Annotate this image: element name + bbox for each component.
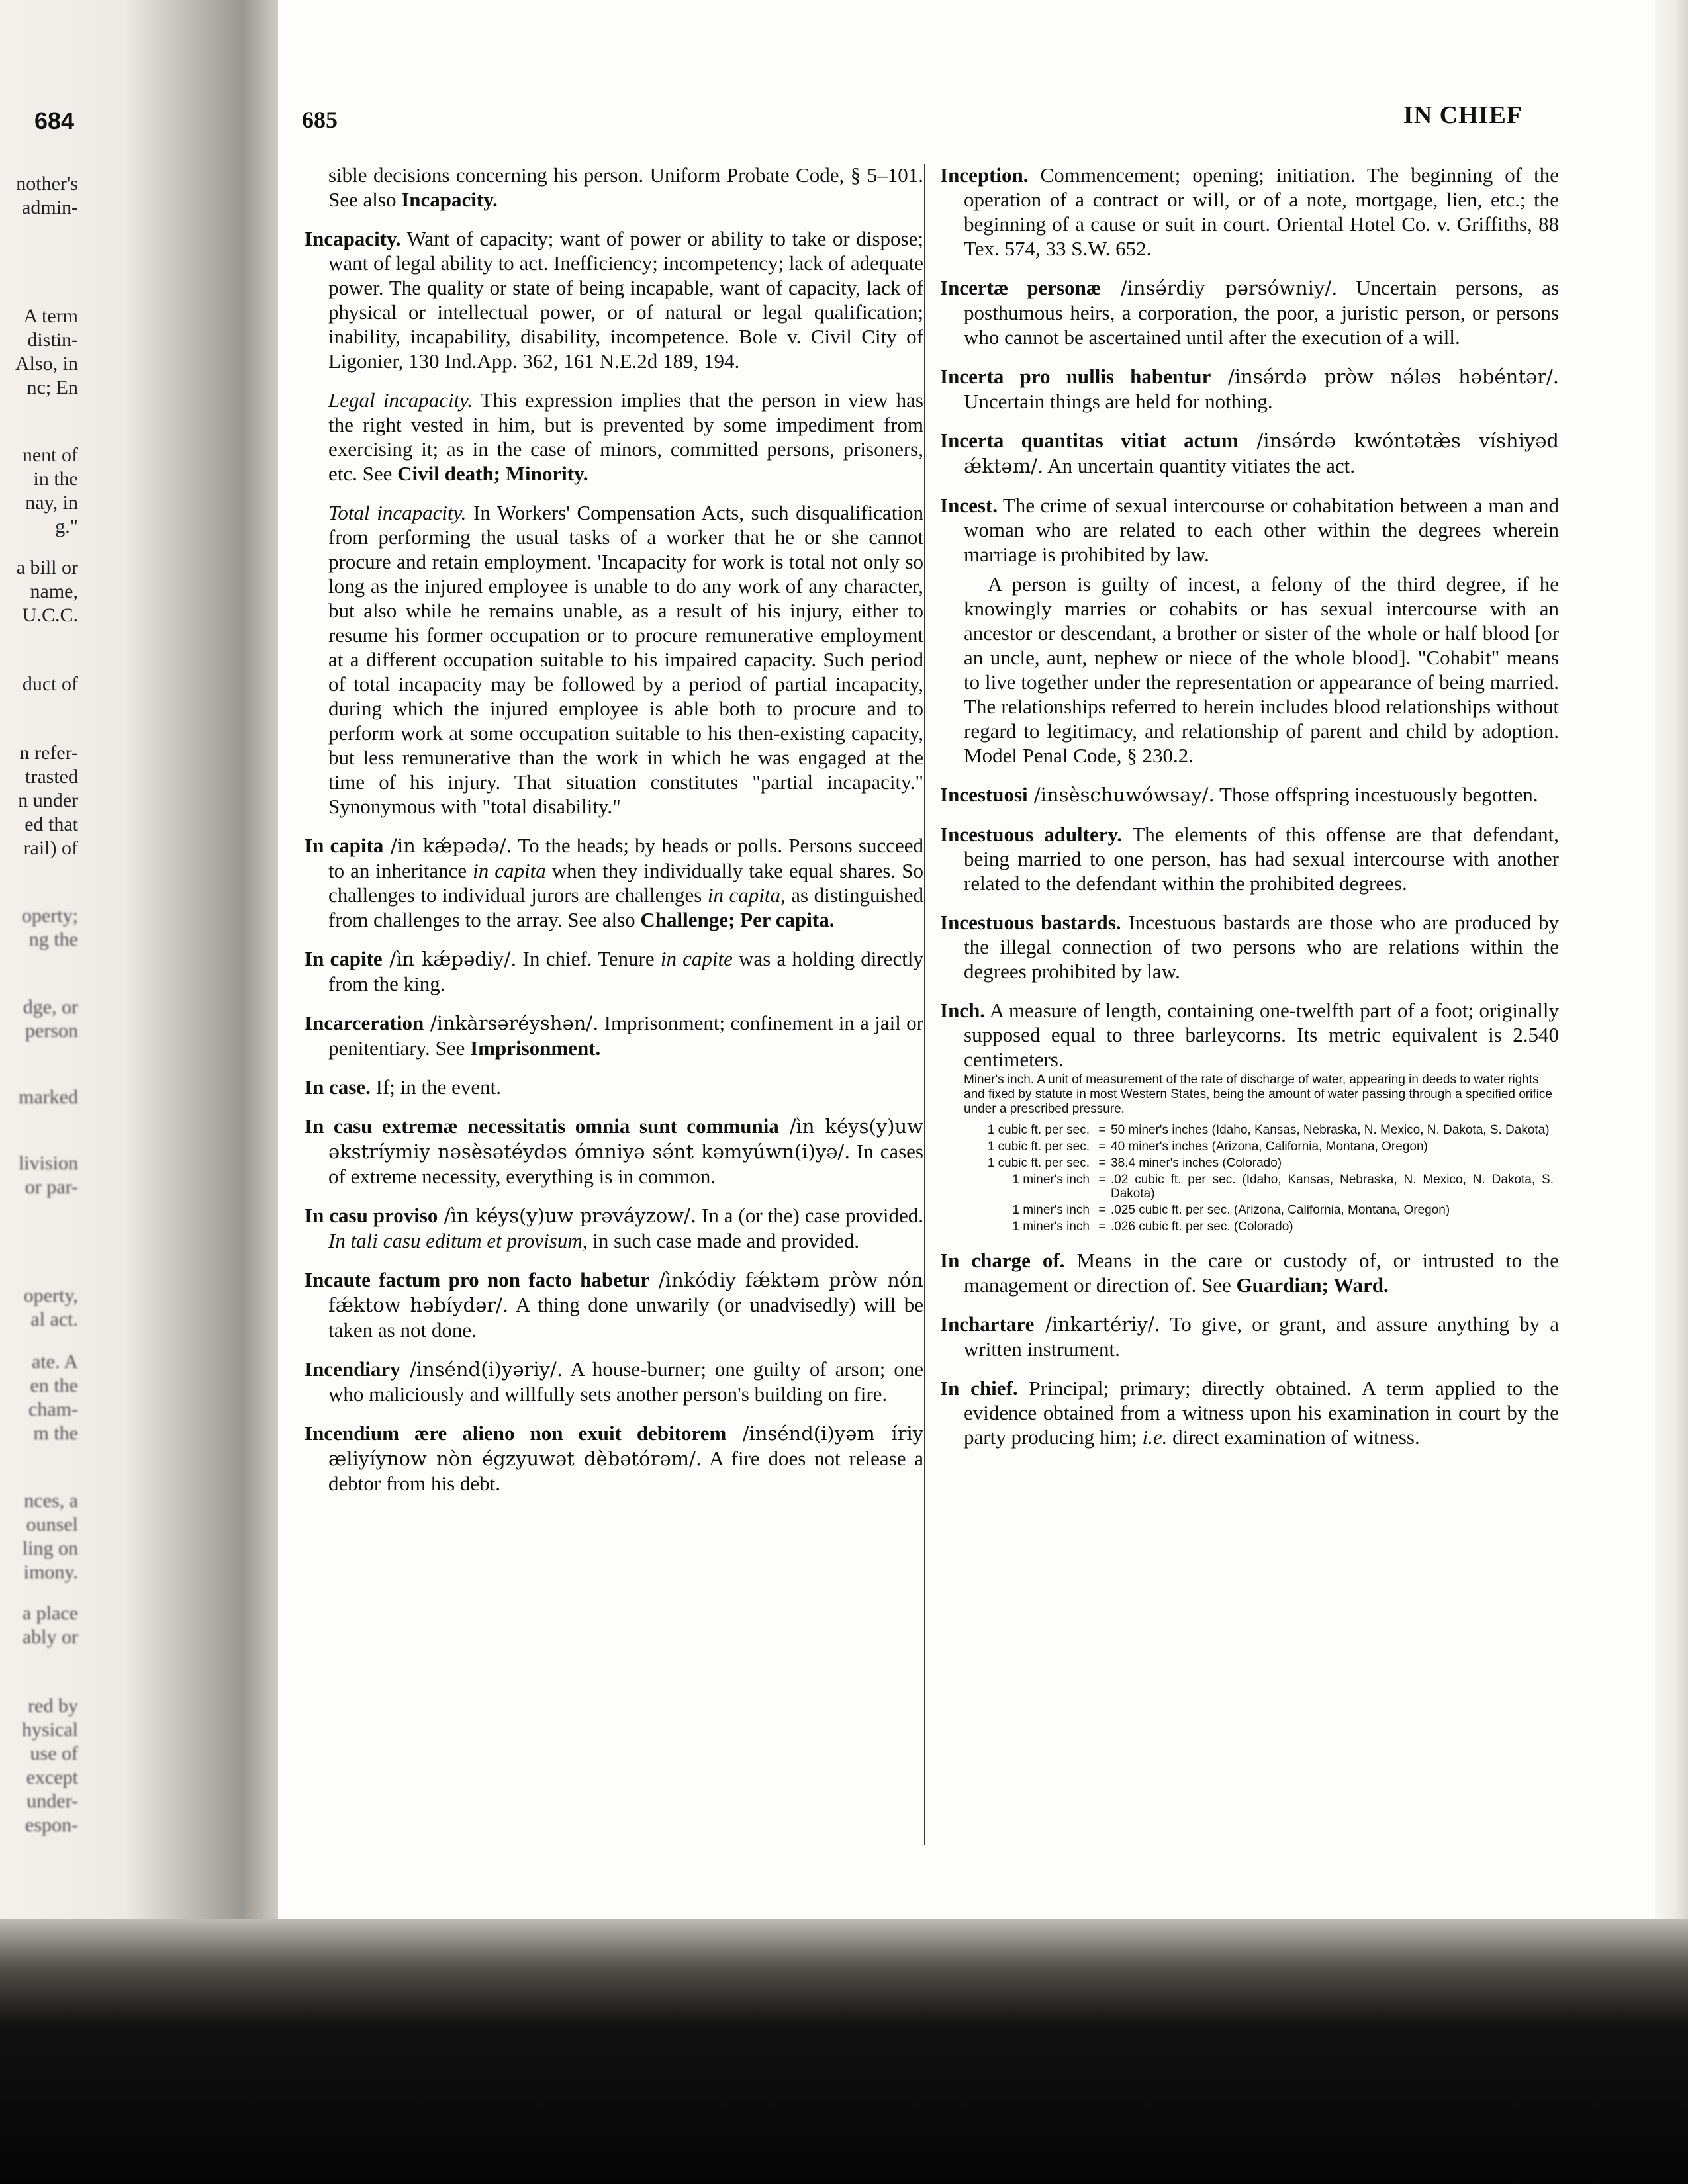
facing-page-fragment: nent of: [22, 444, 78, 466]
entry-incerta-pro-nullis: Incerta pro nullis habentur /insə́rdə pròw nə́ləs həbéntər/. Uncertain things are held for nothing.: [940, 365, 1559, 413]
entry-incapacity: Incapacity. Want of capacity; want of power or ability to take or dispose; want of legal ability to act. Inefficiency; incompetency; lack of adequate power. The quality or state of being incapable, want of capacity, lack of physical or intellectual power, or of natural or legal qualification; inability, incapability, disability, incompetence. Bole v. Civil City of Ligonier, 130 Ind.App. 362, 161 N.E.2d 189, 194.: [305, 227, 923, 373]
facing-page-fragment: ed that: [24, 813, 78, 835]
facing-page-fragment: A term: [23, 305, 78, 327]
measure-cell-right: 40 miner's inches (Arizona, California, Montana, Oregon): [1111, 1140, 1428, 1154]
entry-in-capite: In capite /ìn kǽpədiy/. In chief. Tenure in capite was a holding directly from the king.: [305, 947, 923, 995]
facing-page: [0, 0, 238, 1933]
running-head: IN CHIEF: [1403, 101, 1523, 129]
measure-cell-left: 1 cubic ft. per sec.: [987, 1156, 1090, 1170]
facing-page-fragment: operty;: [22, 905, 78, 927]
measure-cell-left: 1 cubic ft. per sec.: [987, 1123, 1090, 1137]
entry-continuation: sible decisions concerning his person. Uniform Probate Code, § 5–101. See also Incapacity.: [328, 163, 923, 211]
entry-incerta-quantitas: Incerta quantitas vitiat actum /insə́rdə kwóntətæ̀s víshiyəd ǽktəm/. An uncertain quantity vitiates the act.: [940, 429, 1559, 477]
left-column: [305, 163, 923, 1510]
measure-cell-right: .02 cubic ft. per sec. (Idaho, Kansas, Nebraska, N. Mexico, N. Dakota, S. Dakota): [1111, 1173, 1554, 1201]
facing-page-fragment: al act.: [30, 1308, 78, 1330]
facing-page-fragment: nc; En: [26, 377, 78, 398]
facing-page-fragment: m the: [33, 1422, 78, 1444]
facing-page-fragment: except: [26, 1766, 78, 1788]
facing-page-fragment: en the: [30, 1375, 78, 1396]
measure-row: [964, 1156, 1556, 1173]
facing-page-fragment: cham-: [28, 1398, 78, 1420]
facing-page-fragment: a place: [22, 1602, 78, 1624]
entry-incaute-factum: Incaute factum pro non facto habetur /ìnkódiy fǽktəm pròw nón fǽktow həbíydər/. A thing done unwarily (or unadvisedly) will be taken as not done.: [305, 1268, 923, 1342]
facing-page-number: 684: [34, 107, 75, 134]
facing-page-fragment: n refer-: [19, 742, 78, 764]
measure-cell-eq: =: [1098, 1156, 1106, 1170]
facing-page-fragment: admin-: [22, 197, 78, 218]
measure-cell-eq: =: [1098, 1140, 1106, 1154]
measure-row: [964, 1173, 1556, 1203]
entry-in-case: In case. If; in the event.: [305, 1075, 502, 1099]
measure-cell-eq: =: [1098, 1173, 1106, 1187]
entry-in-chief: In chief. Principal; primary; directly obtained. A term applied to the evidence obtained from a witness upon his examination in court by the party producing him; i.e. direct examination of witness.: [940, 1377, 1559, 1449]
entry-in-capita: In capita /in kǽpədə/. To the heads; by heads or polls. Persons succeed to an inheritance in capita when they individually take equal shares. So challenges to individual jurors are challenges in capita, as distinguished from challenges to the array. See also Challenge; Per capita.: [305, 834, 924, 931]
facing-page-fragment: marked: [19, 1086, 78, 1108]
facing-page-fragment: g.": [55, 516, 78, 537]
measure-row: [964, 1220, 1556, 1236]
entry-incest: Incest. The crime of sexual intercourse or cohabitation between a man and woman who are related to each other within the degrees wherein marriage is prohibited by law.: [940, 494, 1559, 566]
entry-incestuous-bastards: Incestuous bastards. Incestuous bastards are those who are produced by the illegal connection of two persons who are relations within the degrees prohibited by law.: [940, 911, 1560, 983]
scan-shadow: [0, 1919, 1688, 2184]
facing-page-fragment: U.C.C.: [22, 604, 78, 626]
entry-incest-quote: A person is guilty of incest, a felony of the third degree, if he knowingly marries or cohabits or has sexual intercourse with an ancestor or descendant, a brother or sister of the whole or half blood [or an uncle, aunt, nephew or niece of the whole blood]. "Cohabit" means to live together under the representation or appearance of being married. The relationships referred to herein includes blood relationships without regard to legitimacy, and relationship of parent and child by adoption. Model Penal Code, § 230.2.: [964, 572, 1559, 767]
right-column: [940, 163, 1559, 1464]
miners-inch-note: Miner's inch. A unit of measurement of the rate of discharge of water, appearing in deeds to water rights and fixed by statute in most Western States, being the amount of water passing through a specified orifice under a prescribed pressure.: [964, 1073, 1552, 1116]
measure-cell-eq: =: [1098, 1123, 1106, 1137]
facing-page-fragment: a bill or: [16, 557, 78, 578]
entry-in-casu-proviso: In casu proviso /ìn kéys(y)uw prəváyzow/. In a (or the) case provided. In tali casu editum et provisum, in such case made and provided.: [305, 1204, 923, 1252]
facing-page-fragment: red by: [28, 1695, 78, 1717]
measure-cell-right: 50 miner's inches (Idaho, Kansas, Nebraska, N. Mexico, N. Dakota, S. Dakota): [1111, 1123, 1550, 1137]
facing-page-fragment: in the: [33, 468, 78, 490]
facing-page-fragment: n under: [18, 790, 78, 811]
column-divider: [924, 164, 925, 1845]
facing-page-fragment: ate. A: [32, 1351, 78, 1373]
subentry-total-incapacity: Total incapacity. In Workers' Compensation Acts, such disqualification from performing the usual tasks of a worker that he or she cannot procure and retain employment. 'Incapacity for work is total not only so long as the injured employee is unable to do any work of any character, but also while he remains unable, as a result of his injury, either to resume his former occupation or to procure remunerative employment at a different occupation suitable to his impaired capacity. Such period of total incapacity may be followed by a period of partial incapacity, during which the injured employee is able both to procure and to perform work at some occupation suitable to his then-existing capacity, but less remunerative than the work in which he was engaged at the time of his injury. That situation constitutes "partial incapacity." Synonymous with "total disability.": [328, 501, 923, 818]
facing-page-fragment: operty,: [23, 1285, 78, 1306]
entry-incestuosi: Incestuosi /insèschuwówsay/. Those offspring incestuously begotten.: [940, 783, 1538, 806]
facing-page-fragment: nces, a: [24, 1490, 78, 1512]
measure-cell-left: 1 miner's inch: [1012, 1203, 1090, 1217]
measure-row: [964, 1203, 1556, 1220]
facing-page-fragment: ling on: [22, 1537, 78, 1559]
facing-page-fragment: nay, in: [25, 492, 78, 514]
entry-incendium: Incendium ære alieno non exuit debitorem /insénd(i)yəm íriy æliyíynow nòn égzyuwət dèbətórəm/. A fire does not release a debtor from his debt.: [305, 1422, 924, 1495]
measure-cell-eq: =: [1098, 1220, 1106, 1234]
entry-in-casu-extremae: In casu extremæ necessitatis omnia sunt communia /ìn kéys(y)uw əkstríymiy nəsèsətéydəs ómniyə sə́nt kəmyúwn(i)yə/. In cases of extreme necessity, everything is in common.: [305, 1115, 924, 1188]
facing-page-fragment: under-: [26, 1790, 78, 1812]
facing-page-fragment: Also, in: [15, 353, 78, 375]
facing-page-fragment: ng the: [28, 929, 78, 950]
facing-page-fragment: ounsel: [26, 1514, 78, 1535]
entry-inch: Inch. A measure of length, containing one-twelfth part of a foot; originally supposed equal to three barleycorns. Its metric equivalent is 2.540 centimeters.: [940, 999, 1559, 1071]
entry-inchartare: Inchartare /inkartériy/. To give, or grant, and assure anything by a written instrument.: [940, 1312, 1560, 1361]
measure-cell-right: .025 cubic ft. per sec. (Arizona, California, Montana, Oregon): [1111, 1203, 1450, 1217]
facing-page-fragment: distin-: [27, 329, 78, 351]
entry-in-charge-of: In charge of. Means in the care or custody of, or intrusted to the management or direction of. See Guardian; Ward.: [940, 1249, 1559, 1297]
miners-inch-table: [964, 1123, 1556, 1236]
facing-page-fragment: rail) of: [23, 837, 78, 859]
facing-page-fragment: nother's: [16, 173, 78, 195]
measure-cell-left: 1 cubic ft. per sec.: [987, 1140, 1090, 1154]
entry-inception: Inception. Commencement; opening; initiation. The beginning of the operation of a contract or will, or of a note, mortgage, lien, etc.; the beginning of a cause or suit in court. Oriental Hotel Co. v. Griffiths, 88 Tex. 574, 33 S.W. 652.: [940, 163, 1559, 260]
facing-page-fragment: dge, or: [23, 996, 78, 1018]
entry-incarceration: Incarceration /inkàrsəréyshən/. Imprisonment; confinement in a jail or penitentiary. See Imprisonment.: [305, 1011, 923, 1060]
measure-row: [964, 1123, 1556, 1140]
facing-page-fragment: duct of: [22, 673, 78, 695]
entry-incendiary: Incendiary /insénd(i)yəriy/. A house-burner; one guilty of arson; one who maliciously and willfully sets another person's building on fire.: [305, 1357, 924, 1406]
facing-page-fragment: person: [25, 1020, 78, 1042]
subentry-legal-incapacity: Legal incapacity. This expression implies that the person in view has the right vested in him, but is prevented by some impediment from exercising it; as in the case of minors, committed persons, prisoners, etc. See Civil death; Minority.: [328, 388, 923, 485]
page-edge: [1655, 0, 1688, 1939]
measure-cell-right: .026 cubic ft. per sec. (Colorado): [1111, 1220, 1293, 1234]
entry-incertae-personae: Incertæ personæ /insə́rdiy pərsówniy/. Uncertain persons, as posthumous heirs, a corporation, the poor, a juristic person, or persons who cannot be ascertained until after the execution of a will.: [940, 276, 1559, 349]
facing-page-fragment: imony.: [23, 1561, 78, 1583]
measure-cell-left: 1 miner's inch: [1012, 1220, 1090, 1234]
facing-page-fragment: livision: [18, 1152, 78, 1174]
measure-cell-eq: =: [1098, 1203, 1106, 1217]
entry-incestuous-adultery: Incestuous adultery. The elements of this offense are that defendant, being married to one person, has had sexual intercourse with another related to the defendant within the prohibited degrees.: [940, 823, 1560, 895]
measure-cell-right: 38.4 miner's inches (Colorado): [1111, 1156, 1282, 1170]
facing-page-fragment: or par-: [24, 1176, 78, 1198]
page-number: 685: [302, 107, 338, 133]
measure-row: [964, 1140, 1556, 1156]
facing-page-fragment: trasted: [25, 766, 78, 788]
facing-page-fragment: hysical: [22, 1719, 78, 1741]
dictionary-page: [278, 0, 1655, 1939]
facing-page-fragment: use of: [30, 1743, 78, 1764]
measure-cell-left: 1 miner's inch: [1012, 1173, 1090, 1187]
facing-page-fragment: ably or: [22, 1626, 78, 1648]
facing-page-fragment: name,: [30, 580, 78, 602]
facing-page-fragment: espon-: [25, 1814, 78, 1836]
